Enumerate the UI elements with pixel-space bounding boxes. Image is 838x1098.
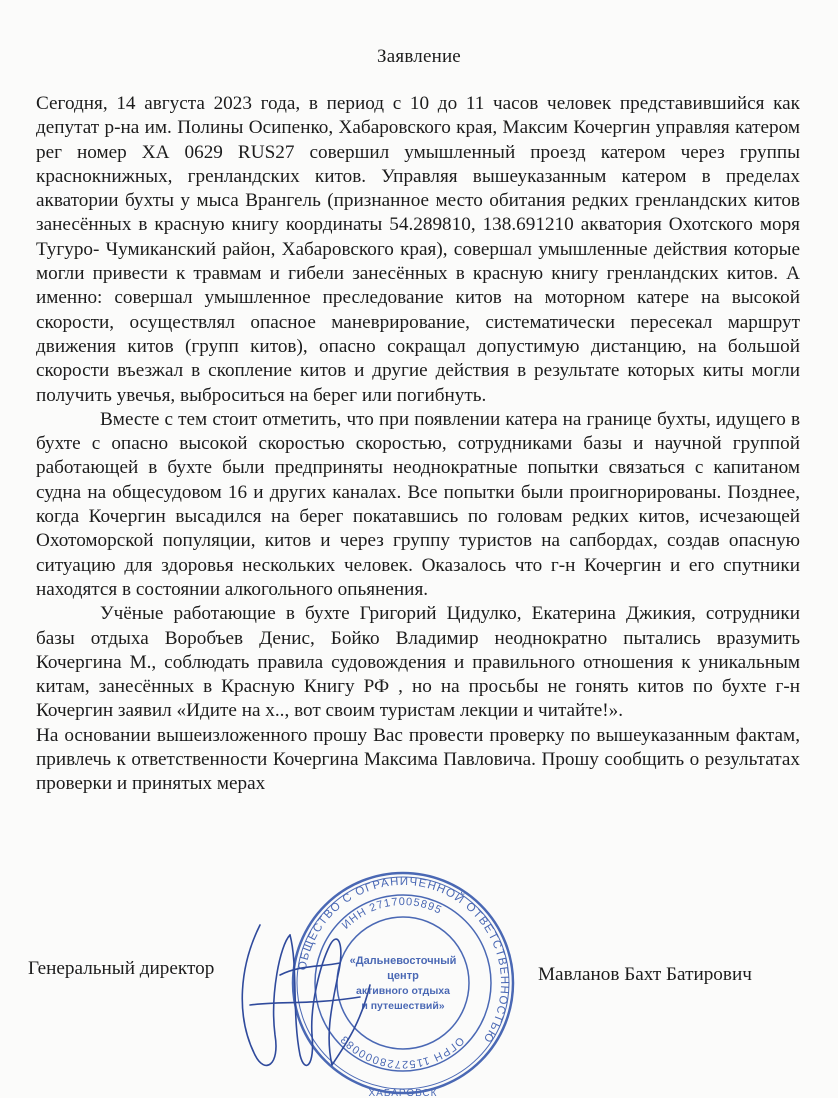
signature-name: Мавланов Бахт Батирович <box>538 964 752 985</box>
signature-title: Генеральный директор <box>28 958 215 979</box>
stamp-outer-text: ОБЩЕСТВО С ОГРАНИЧЕННОЙ ОТВЕТСТВЕННОСТЬЮ <box>296 875 511 1046</box>
handwritten-signature <box>220 905 380 1080</box>
stamp-center-line-3: активного отдыха <box>356 985 450 997</box>
document-title: Заявление <box>377 46 461 67</box>
stamp-center-line-1: «Дальневосточный <box>349 955 457 967</box>
stamp-city: ХАБАРОВСК <box>368 1088 438 1098</box>
document-body <box>36 92 800 797</box>
paragraph-4: На основании вышеизложенного прошу Вас провести проверку по вышеуказанным фактам, привлечь к ответственности Кочергина Максима Павловича. Прошу сообщить о результатах проверки и принятых мерах <box>36 724 800 795</box>
paragraph-1: Сегодня, 14 августа 2023 года, в период с 10 до 11 часов человек представившийся как депутат р-на им. Полины Осипенко, Хабаровского края, Максим Кочергин управляя катером рег номер ХА 0629 RUS27 совершил умышленный проезд катером через группы краснокнижных, гренландских китов. Управляя вышеуказанным катером в пределах акватории бухты у мыса Врангель (признанное место обитания редких гренландских китов занесённых в красную книгу координаты 54.289810, 138.691210 акватория Охотского моря Тугуро- Чумиканский район, Хабаровского края), совершал умышленные действия которые могли привести к травмам и гибели занесённых в красную книгу гренландских китов. А именно: совершал умышленное преследование китов на моторном катере на высокой скорости, осуществлял опасное маневрирование, систематически пересекал маршрут движения китов (групп китов), опасно сокращал допустимую дистанцию, на большой скорости въезжал в скопление китов и другие действия в результате которых киты могли получить увечья, выброситься на берег или погибнуть. <box>36 93 800 406</box>
stamp-center-line-2: центр <box>387 970 419 982</box>
stamp-ogrn: ОГРН 1152728000083 <box>337 1032 467 1071</box>
paragraph-2: Вместе с тем стоит отметить, что при появлении катера на границе бухты, идущего в бухте с опасно высокой скоростью скоростью, сотрудниками базы и научной группой работающей в бухте были предприняты неоднократные попытки связаться с капитаном судна на общесудовом 16 и других каналах. Все попытки были проигнорированы. Позднее, когда Кочергин высадился на берег покатавшись по головам редких китов, исчезающей Охотоморской популяции, китов и через группу туристов на сапбордах, создав опасную ситуацию для здоровья нескольких человек. Оказалось что г-н Кочергин и его спутники находятся в состоянии алкогольного опьянения. <box>36 408 800 600</box>
stamp-inn: ИНН 2717005895 <box>339 895 444 932</box>
paragraph-3: Учёные работающие в бухте Григорий Цидулко, Екатерина Джикия, сотрудники базы отдыха Воробъев Денис, Бойко Владимир неоднократно пытались вразумить Кочергина М., соблюдать правила судовождения и правильного отношения к уникальным китам, занесённых в Красную Книгу РФ , но на просьбы не гонять китов по бухте г-н Кочергин заявил «Идите на х.., вот своим туристам лекции и читайте!». <box>36 603 800 722</box>
stamp-center-line-4: и путешествий» <box>361 1000 445 1012</box>
